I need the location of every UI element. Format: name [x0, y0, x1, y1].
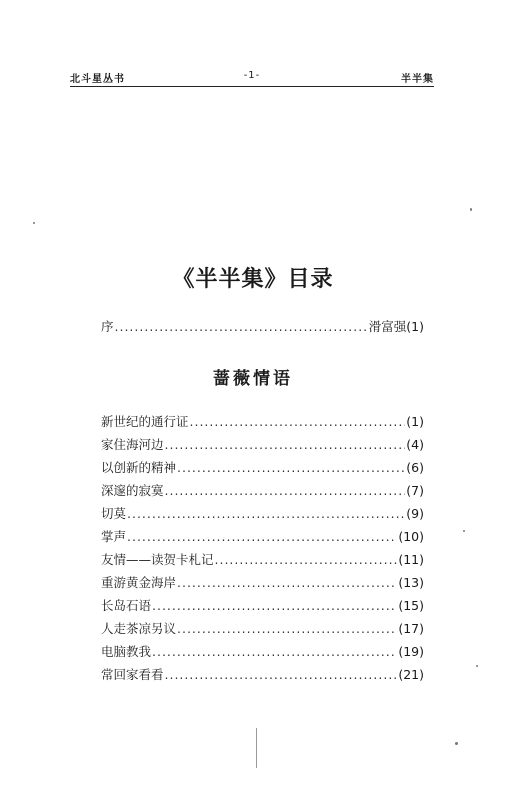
scan-gutter-line [256, 728, 257, 768]
toc-entry[interactable] [101, 505, 424, 523]
dot-leader [165, 436, 406, 454]
toc-entry-page: (21) [398, 667, 424, 682]
toc-entry-page: (15) [398, 598, 424, 613]
toc-entry[interactable] [101, 574, 424, 592]
toc-entry-title: 电脑教我 [101, 644, 152, 659]
dot-leader [177, 574, 397, 592]
scan-speck [33, 222, 35, 224]
toc-entry-page: (4) [406, 437, 424, 452]
toc-entry-page: (19) [398, 644, 424, 659]
toc-entry-page: (17) [398, 621, 424, 636]
toc-entry-title: 以创新的精神 [101, 460, 177, 475]
toc-preface-title: 序 [101, 319, 114, 334]
toc-preface-page: (1) [406, 319, 424, 334]
dot-leader [152, 597, 397, 615]
toc-entry[interactable] [101, 643, 424, 661]
series-name: 北斗星丛书 [70, 74, 125, 85]
toc-preface-author: 滑富强 [368, 319, 407, 334]
page-title: 《半半集》目录 [172, 267, 334, 292]
dot-leader [177, 620, 397, 638]
scan-speck [470, 208, 472, 211]
dot-leader [127, 528, 397, 546]
dot-leader [165, 666, 398, 684]
scan-speck [455, 742, 458, 745]
toc-entry[interactable] [101, 528, 424, 546]
toc-entry-title: 人走茶凉另议 [101, 621, 177, 636]
toc-entry-title: 友情——读贺卡札记 [101, 552, 214, 567]
toc-entry[interactable] [101, 597, 424, 615]
dot-leader [190, 413, 406, 431]
running-header [70, 70, 434, 87]
section-heading: 蔷薇情语 [213, 369, 293, 389]
toc-entry-title: 重游黄金海岸 [101, 575, 177, 590]
toc-entry-page: (11) [398, 552, 424, 567]
toc-entry-page: (10) [398, 529, 424, 544]
toc-entry[interactable] [101, 666, 424, 684]
toc-entry-title: 常回家看看 [101, 667, 164, 682]
toc-entry-title: 深邃的寂寞 [101, 483, 164, 498]
dot-leader [215, 551, 398, 569]
toc-entry-page: (1) [406, 414, 424, 429]
toc-entry[interactable] [101, 620, 424, 638]
toc-entry-page: (6) [406, 460, 424, 475]
scan-speck [476, 665, 478, 667]
page-number: -1- [243, 70, 261, 81]
toc-entry-title: 长岛石语 [101, 598, 152, 613]
dot-leader [127, 505, 405, 523]
toc-entry-page: (7) [406, 483, 424, 498]
toc-entry[interactable] [101, 551, 424, 569]
toc-entry[interactable] [101, 459, 424, 477]
toc-entry[interactable] [101, 413, 424, 431]
toc-entry-title: 切莫 [101, 506, 127, 521]
dot-leader [152, 643, 397, 661]
book-name: 半半集 [401, 74, 434, 85]
toc-entry[interactable] [101, 482, 424, 500]
toc-entry-title: 家住海河边 [101, 437, 164, 452]
toc-preface-row[interactable] [101, 318, 424, 336]
dot-leader [115, 318, 368, 336]
toc-entry[interactable] [101, 436, 424, 454]
dot-leader [165, 482, 406, 500]
scan-speck [463, 530, 465, 532]
toc-entry-page: (9) [406, 506, 424, 521]
toc-entry-title: 掌声 [101, 529, 127, 544]
toc-entry-title: 新世纪的通行证 [101, 414, 189, 429]
dot-leader [177, 459, 405, 477]
toc-entry-page: (13) [398, 575, 424, 590]
